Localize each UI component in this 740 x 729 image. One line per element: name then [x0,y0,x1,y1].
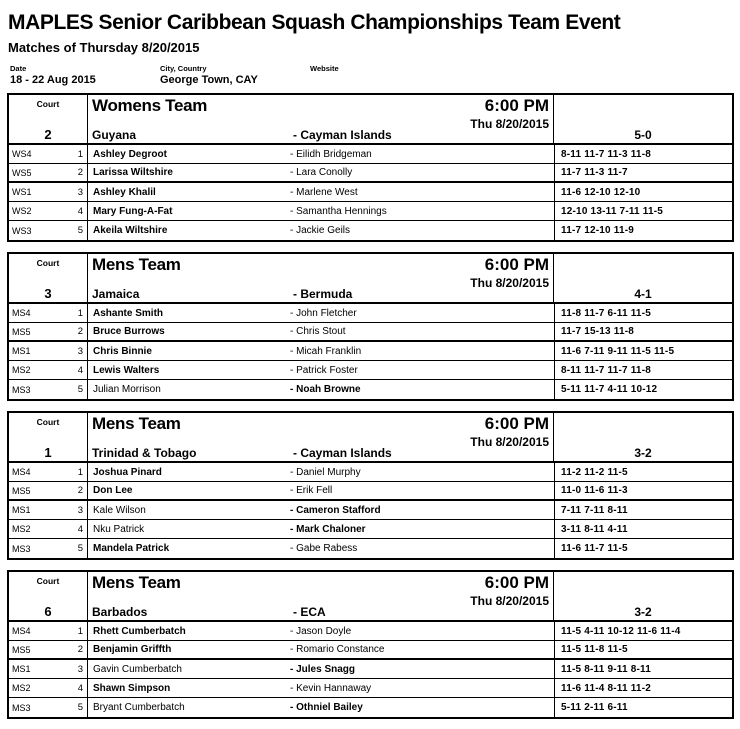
report-title: MAPLES Senior Caribbean Squash Championships Team Event [8,11,621,34]
rubber-code: MS1 [12,664,31,674]
home-team: Jamaica [92,287,140,301]
rubber-number: 2 [49,641,88,658]
away-player: - Chris Stout [290,326,346,337]
home-player: Ashante Smith [93,307,164,319]
away-player: - Othniel Bailey [290,702,363,713]
rubber-rows [9,145,732,240]
rubber-code: WS4 [12,149,32,159]
rubber-code: MS3 [12,384,31,395]
rubber-score: 11-5 8-11 9-11 8-11 [554,660,732,678]
team-line [92,287,549,301]
rubber-row [9,641,732,660]
away-team: - Cayman Islands [293,446,392,460]
court-number: 1 [44,445,52,460]
away-player: - Mark Chaloner [290,523,366,535]
rubber-number: 2 [49,482,88,499]
home-player: Ashley Khalil [93,186,156,198]
event-name: Mens Team [92,573,181,592]
team-line [92,605,549,619]
meta-date-label: Date [10,64,27,73]
away-player: - Erik Fell [290,485,333,496]
rubber-code: MS4 [12,626,31,636]
home-team: Barbados [92,605,148,619]
rubber-row [9,539,732,558]
rubber-rows [9,463,732,558]
match-date: Thu 8/20/2015 [470,435,549,449]
home-player: Julian Morrison [93,384,161,395]
rubber-row [9,342,732,361]
rubber-row [9,660,732,679]
court-number: 2 [44,127,52,142]
home-player: Ashley Degroot [93,148,167,160]
home-player: Rhett Cumberbatch [93,625,186,637]
rubber-row [9,164,732,183]
home-player: Gavin Cumberbatch [93,663,182,675]
away-player: - Micah Franklin [290,345,362,357]
home-player: Shawn Simpson [93,682,171,694]
home-player: Akeila Wiltshire [93,225,168,236]
home-player: Bryant Cumberbatch [93,702,185,713]
tournament-meta [10,64,510,87]
rubber-score: 11-8 11-7 6-11 11-5 [554,304,732,322]
rubber-row [9,698,732,717]
away-team: - Cayman Islands [293,128,392,142]
home-team: Guyana [92,128,137,142]
away-team: - Bermuda [293,287,353,301]
away-player: - Eilidh Bridgeman [290,148,372,160]
rubber-number: 4 [49,520,88,538]
court-number: 3 [44,286,52,301]
rubber-code: MS2 [12,365,31,375]
match-date: Thu 8/20/2015 [470,117,549,131]
match-header [9,95,732,145]
court-cell [9,254,88,302]
away-player: - Gabe Rabess [290,543,358,554]
match-header-middle [88,254,554,302]
rubber-score: 11-5 11-8 11-5 [554,641,732,658]
away-player: - Samantha Hennings [290,205,387,217]
match-date: Thu 8/20/2015 [470,594,549,608]
rubber-number: 1 [49,145,88,163]
rubber-row [9,221,732,240]
rubber-code: MS2 [12,683,31,693]
rubber-code: MS5 [12,644,31,655]
home-player: Mary Fung-A-Fat [93,205,173,217]
court-cell [9,95,88,143]
event-name: Mens Team [92,414,181,433]
match-header-middle [88,572,554,620]
home-player: Larissa Wiltshire [93,167,173,178]
rubber-row [9,380,732,399]
away-player: - Cameron Stafford [290,504,381,516]
court-label: Court [36,576,60,586]
rubber-number: 3 [49,501,88,519]
meta-date [10,64,160,87]
rubber-number: 4 [49,679,88,697]
rubber-row [9,183,732,202]
court-number: 6 [44,604,52,619]
away-player: - Noah Browne [290,384,361,395]
rubber-row [9,520,732,539]
rubber-number: 4 [49,361,88,379]
away-player: - Kevin Hannaway [290,682,372,694]
match-block [7,570,734,719]
rubber-row [9,622,732,641]
home-player: Kale Wilson [93,504,146,516]
team-score: 3-2 [634,446,652,460]
rubber-score: 11-2 11-2 11-5 [554,463,732,481]
match-block [7,411,734,560]
rubber-row [9,361,732,380]
rubber-number: 3 [49,342,88,360]
report-subtitle: Matches of Thursday 8/20/2015 [8,40,200,55]
rubber-row [9,679,732,698]
rubber-score: 12-10 13-11 7-11 11-5 [554,202,732,220]
rubber-row [9,463,732,482]
home-player: Don Lee [93,485,133,496]
rubber-code: WS1 [12,187,32,197]
rubber-score: 3-11 8-11 4-11 [554,520,732,538]
rubber-score: 11-5 4-11 10-12 11-6 11-4 [554,622,732,640]
rubber-code: MS4 [12,308,31,318]
rubber-number: 2 [49,323,88,340]
meta-city-value: George Town, CAY [160,74,258,86]
rubber-score: 11-7 11-3 11-7 [554,164,732,181]
away-player: - Romario Constance [290,644,385,655]
team-score: 4-1 [634,287,652,301]
away-team: - ECA [293,605,326,619]
away-player: - Jackie Geils [290,225,351,236]
court-label: Court [36,417,60,427]
home-player: Bruce Burrows [93,326,165,337]
rubber-score: 7-11 7-11 8-11 [554,501,732,519]
court-cell [9,572,88,620]
rubber-code: WS3 [12,225,32,236]
event-name: Womens Team [92,96,208,115]
rubber-score: 5-11 2-11 6-11 [554,698,732,717]
rubber-score: 11-6 11-4 8-11 11-2 [554,679,732,697]
meta-website-label: Website [310,64,339,73]
rubber-row [9,323,732,342]
rubber-number: 1 [49,622,88,640]
match-time: 6:00 PM [484,573,549,592]
rubber-score: 11-7 15-13 11-8 [554,323,732,340]
rubber-rows [9,622,732,717]
rubber-number: 2 [49,164,88,181]
meta-city [160,64,310,87]
rubber-score: 11-6 7-11 9-11 11-5 11-5 [554,342,732,360]
match-header [9,572,732,622]
away-player: - Marlene West [290,186,358,198]
rubber-row [9,145,732,164]
rubber-score: 11-0 11-6 11-3 [554,482,732,499]
rubber-score: 11-6 11-7 11-5 [554,539,732,558]
match-block [7,93,734,242]
rubber-number: 4 [49,202,88,220]
match-header-middle [88,95,554,143]
rubber-number: 3 [49,660,88,678]
rubber-code: WS5 [12,167,32,178]
rubber-code: WS2 [12,206,32,216]
away-player: - John Fletcher [290,307,357,319]
meta-website [310,64,510,87]
match-list [7,93,734,729]
team-score: 5-0 [634,128,652,142]
court-cell [9,413,88,461]
rubber-row [9,501,732,520]
rubber-code: MS5 [12,326,31,337]
meta-date-value: 18 - 22 Aug 2015 [10,74,96,86]
team-score-cell [554,572,732,620]
match-header [9,413,732,463]
rubber-code: MS2 [12,524,31,534]
rubber-number: 1 [49,304,88,322]
home-team: Trinidad & Tobago [92,446,197,460]
home-player: Chris Binnie [93,345,152,357]
rubber-code: MS5 [12,485,31,496]
match-time: 6:00 PM [484,96,549,115]
rubber-score: 8-11 11-7 11-7 11-8 [554,361,732,379]
event-name: Mens Team [92,255,181,274]
away-player: - Jason Doyle [290,625,352,637]
meta-city-label: City, Country [160,64,207,73]
team-line [92,446,549,460]
match-block [7,252,734,401]
away-player: - Patrick Foster [290,364,358,376]
away-player: - Jules Snagg [290,663,356,675]
rubber-number: 1 [49,463,88,481]
court-label: Court [36,99,60,109]
rubber-number: 5 [49,380,88,399]
match-header-middle [88,413,554,461]
court-label: Court [36,258,60,268]
home-player: Mandela Patrick [93,543,170,554]
rubber-number: 5 [49,221,88,240]
rubber-code: MS1 [12,505,31,515]
away-player: - Daniel Murphy [290,466,361,478]
rubber-row [9,482,732,501]
rubber-score: 11-6 12-10 12-10 [554,183,732,201]
rubber-score: 8-11 11-7 11-3 11-8 [554,145,732,163]
home-player: Lewis Walters [93,364,160,376]
home-player: Nku Patrick [93,523,145,535]
match-time: 6:00 PM [484,414,549,433]
match-date: Thu 8/20/2015 [470,276,549,290]
rubber-number: 3 [49,183,88,201]
rubber-score: 5-11 11-7 4-11 10-12 [554,380,732,399]
team-score-cell [554,254,732,302]
rubber-code: MS3 [12,543,31,554]
rubber-code: MS3 [12,702,31,713]
home-player: Joshua Pinard [93,466,162,478]
rubber-code: MS4 [12,467,31,477]
away-player: - Lara Conolly [290,167,353,178]
rubber-number: 5 [49,698,88,717]
rubber-code: MS1 [12,346,31,356]
match-header [9,254,732,304]
rubber-score: 11-7 12-10 11-9 [554,221,732,240]
match-time: 6:00 PM [484,255,549,274]
rubber-rows [9,304,732,399]
team-score: 3-2 [634,605,652,619]
home-player: Benjamin Griffth [93,644,172,655]
rubber-row [9,202,732,221]
team-score-cell [554,95,732,143]
team-score-cell [554,413,732,461]
team-line [92,128,549,142]
rubber-number: 5 [49,539,88,558]
rubber-row [9,304,732,323]
